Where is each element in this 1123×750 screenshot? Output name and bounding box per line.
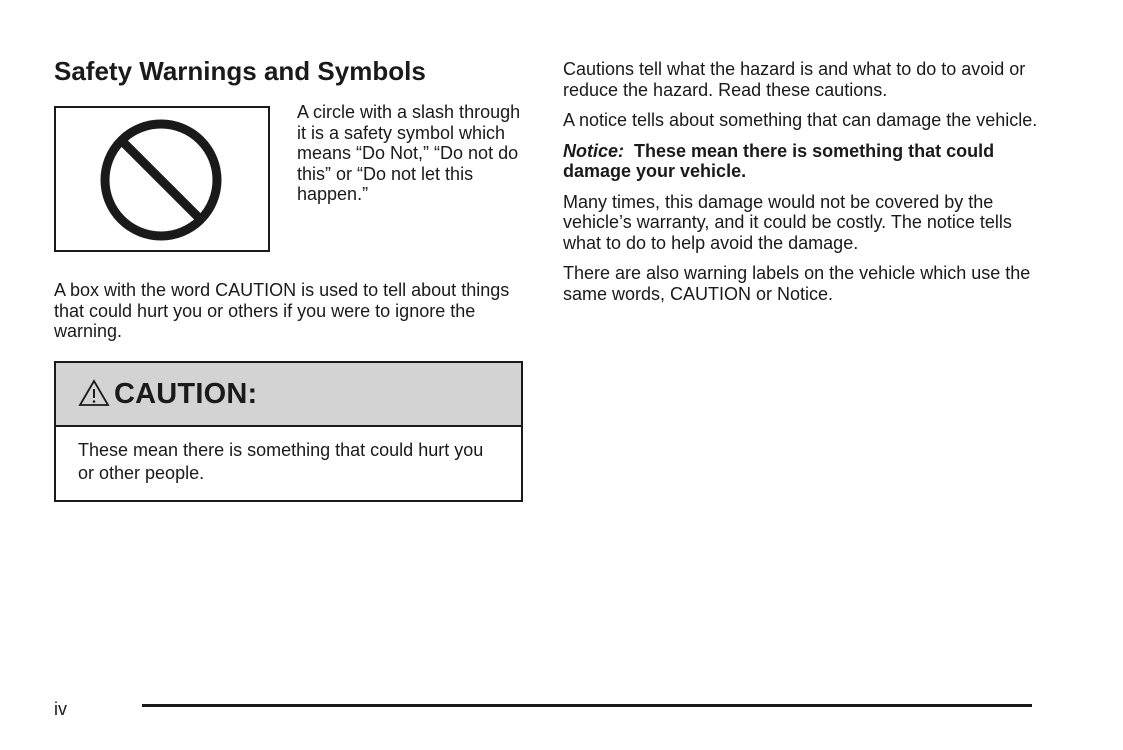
notice-text: These mean there is something that could damage your vehicle. <box>563 140 995 181</box>
caution-header <box>56 363 521 427</box>
cautions-paragraph: Cautions tell what the hazard is and what to do to avoid or reduce the hazard. Read these cautions. <box>563 59 1026 100</box>
right-column <box>563 59 1043 314</box>
warranty-paragraph: Many times, this damage would not be covered by the vehicle’s warranty, and it could be costly. The notice tells what to do to help avoid the damage. <box>563 191 1012 253</box>
page-title: Safety Warnings and Symbols <box>54 56 426 86</box>
notice-definition-paragraph: A notice tells about something that can damage the vehicle. <box>563 110 1038 130</box>
notice-paragraph <box>563 141 1043 182</box>
page-number: iv <box>54 699 67 719</box>
warning-triangle-icon <box>78 379 110 407</box>
notice-label: Notice: <box>563 140 625 161</box>
caution-label: CAUTION: <box>114 377 258 410</box>
prohibition-icon <box>98 117 224 243</box>
caution-intro-text: A box with the word CAUTION is used to tell about things that could hurt you or others if you were to ignore the warning. <box>54 280 510 341</box>
caution-box <box>54 361 523 502</box>
caution-body-text: These mean there is something that could hurt you or other people. <box>78 440 484 483</box>
prohibition-symbol-box <box>54 106 270 252</box>
symbol-description: A circle with a slash through it is a safety symbol which means “Do Not,” “Do not do this” or “Do not let this happen.” <box>297 102 521 204</box>
warning-labels-paragraph: There are also warning labels on the vehicle which use the same words, CAUTION or Notice. <box>563 263 1031 304</box>
footer-rule <box>142 704 1032 707</box>
